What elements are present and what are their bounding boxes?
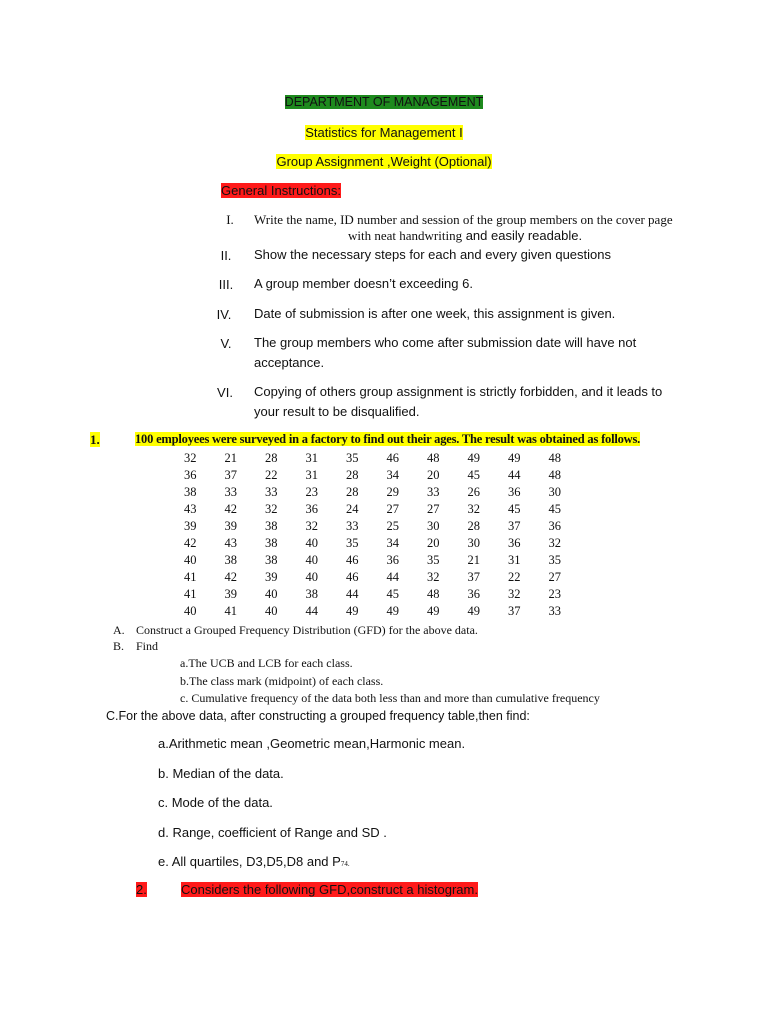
question-1-number: 1. — [90, 432, 100, 447]
instruction-1-line2: with neat handwriting and easily readable. — [348, 228, 583, 243]
age-cell: 35 — [346, 536, 359, 550]
part-b-label: B. — [113, 639, 125, 653]
age-cell: 46 — [346, 553, 359, 567]
ages-row — [170, 586, 575, 603]
age-cell: 44 — [305, 604, 318, 618]
age-cell: 41 — [184, 570, 197, 584]
age-cell: 24 — [346, 502, 359, 516]
age-cell: 33 — [224, 485, 237, 499]
assignment-heading-row — [0, 154, 768, 169]
age-cell: 42 — [184, 536, 197, 550]
age-cell: 22 — [265, 468, 278, 482]
age-cell: 21 — [224, 451, 237, 465]
age-cell: 49 — [386, 604, 399, 618]
age-cell: 31 — [305, 451, 318, 465]
age-cell: 43 — [224, 536, 237, 550]
part-c-item-c: c. Mode of the data. — [158, 795, 273, 810]
question-1-text-row — [135, 432, 640, 447]
age-cell: 45 — [386, 587, 399, 601]
age-cell: 27 — [386, 502, 399, 516]
age-cell: 45 — [548, 502, 561, 516]
age-cell: 36 — [305, 502, 318, 516]
age-cell: 44 — [386, 570, 399, 584]
age-cell: 41 — [184, 587, 197, 601]
part-c-item-a: a.Arithmetic mean ,Geometric mean,Harmonic mean. — [158, 736, 466, 751]
part-b-text: Find — [136, 639, 159, 653]
age-cell: 32 — [508, 587, 521, 601]
age-cell: 38 — [305, 587, 318, 601]
ages-row — [170, 603, 575, 620]
instruction-5-line1: The group members who come after submission date will have not — [254, 335, 637, 350]
question-2-number-row — [136, 882, 147, 897]
age-cell: 37 — [467, 570, 480, 584]
age-cell: 43 — [184, 502, 197, 516]
ages-row — [170, 484, 575, 501]
ages-row — [170, 569, 575, 586]
age-cell: 34 — [386, 536, 399, 550]
course-heading-row — [0, 125, 768, 140]
age-cell: 36 — [548, 519, 561, 533]
instruction-number: V. — [220, 336, 232, 351]
age-cell: 44 — [508, 468, 521, 482]
age-cell: 38 — [184, 485, 197, 499]
age-cell: 30 — [548, 485, 561, 499]
age-cell: 37 — [508, 604, 521, 618]
ages-row — [170, 552, 575, 569]
age-cell: 41 — [224, 604, 237, 618]
age-cell: 35 — [346, 451, 359, 465]
age-cell: 40 — [305, 536, 318, 550]
instruction-number: III. — [218, 277, 234, 292]
ages-row — [170, 467, 575, 484]
age-cell: 27 — [427, 502, 440, 516]
instruction-4: Date of submission is after one week, this assignment is given. — [254, 306, 616, 321]
age-cell: 44 — [346, 587, 359, 601]
age-cell: 23 — [305, 485, 318, 499]
instruction-number: I. — [226, 212, 234, 227]
age-cell: 49 — [346, 604, 359, 618]
age-cell: 35 — [427, 553, 440, 567]
question-1-number-row — [90, 432, 100, 448]
age-cell: 49 — [427, 604, 440, 618]
part-a-text: Construct a Grouped Frequency Distribution (GFD) for the above data. — [136, 623, 478, 637]
age-cell: 38 — [224, 553, 237, 567]
ages-row — [170, 501, 575, 518]
age-cell: 21 — [467, 553, 480, 567]
question-2-number: 2. — [136, 882, 147, 897]
ages-row — [170, 450, 575, 467]
instruction-6-line1: Copying of others group assignment is strictly forbidden, and it leads to — [254, 384, 663, 399]
age-cell: 40 — [265, 604, 278, 618]
instruction-number: IV. — [216, 307, 232, 322]
part-b-item-b: b.The class mark (midpoint) of each class. — [180, 674, 384, 688]
age-cell: 30 — [427, 519, 440, 533]
age-cell: 45 — [467, 468, 480, 482]
age-cell: 30 — [467, 536, 480, 550]
ages-row — [170, 535, 575, 552]
instructions-title-row — [221, 183, 341, 198]
age-cell: 28 — [346, 468, 359, 482]
age-cell: 34 — [386, 468, 399, 482]
age-cell: 39 — [265, 570, 278, 584]
age-cell: 31 — [508, 553, 521, 567]
age-cell: 42 — [224, 502, 237, 516]
assignment-heading: Group Assignment ,Weight (Optional) — [276, 154, 492, 169]
age-cell: 23 — [548, 587, 561, 601]
age-cell: 28 — [346, 485, 359, 499]
course-heading: Statistics for Management I — [305, 125, 463, 140]
age-cell: 39 — [224, 587, 237, 601]
age-cell: 49 — [467, 604, 480, 618]
age-cell: 28 — [467, 519, 480, 533]
age-cell: 40 — [184, 553, 197, 567]
age-cell: 48 — [548, 468, 561, 482]
instruction-number: VI. — [217, 385, 233, 400]
age-cell: 39 — [224, 519, 237, 533]
age-cell: 38 — [265, 536, 278, 550]
age-cell: 40 — [184, 604, 197, 618]
department-heading: DEPARTMENT OF MANAGEMENT — [284, 95, 484, 109]
age-cell: 36 — [184, 468, 197, 482]
age-cell: 32 — [305, 519, 318, 533]
age-cell: 48 — [427, 451, 440, 465]
age-cell: 36 — [386, 553, 399, 567]
instructions-title: General Instructions: — [221, 183, 341, 198]
question-2-text-row — [181, 882, 478, 897]
age-cell: 32 — [427, 570, 440, 584]
question-2-text: Considers the following GFD,construct a histogram. — [181, 882, 478, 897]
instruction-number: II. — [220, 248, 232, 263]
instruction-3: A group member doesn’t exceeding 6. — [254, 276, 473, 291]
age-cell: 27 — [548, 570, 561, 584]
age-cell: 33 — [346, 519, 359, 533]
age-cell: 46 — [386, 451, 399, 465]
ages-data-table — [170, 450, 575, 620]
age-cell: 28 — [265, 451, 278, 465]
age-cell: 46 — [346, 570, 359, 584]
instruction-5-line2: acceptance. — [254, 355, 325, 370]
age-cell: 26 — [467, 485, 480, 499]
instruction-6-line2: your result to be disqualified. — [254, 404, 420, 419]
age-cell: 32 — [184, 451, 197, 465]
age-cell: 36 — [508, 536, 521, 550]
age-cell: 32 — [467, 502, 480, 516]
age-cell: 40 — [265, 587, 278, 601]
age-cell: 37 — [508, 519, 521, 533]
age-cell: 49 — [467, 451, 480, 465]
age-cell: 48 — [548, 451, 561, 465]
age-cell: 33 — [265, 485, 278, 499]
instruction-2: Show the necessary steps for each and every given questions — [254, 247, 611, 262]
age-cell: 40 — [305, 570, 318, 584]
age-cell: 20 — [427, 536, 440, 550]
age-cell: 33 — [548, 604, 561, 618]
percentile-subscript: 74. — [340, 860, 350, 868]
age-cell: 48 — [427, 587, 440, 601]
age-cell: 36 — [508, 485, 521, 499]
age-cell: 31 — [305, 468, 318, 482]
part-a-label: A. — [113, 623, 125, 637]
age-cell: 38 — [265, 553, 278, 567]
age-cell: 33 — [427, 485, 440, 499]
age-cell: 36 — [467, 587, 480, 601]
age-cell: 40 — [305, 553, 318, 567]
part-c-text: C.For the above data, after constructing a grouped frequency table,then find: — [106, 709, 530, 723]
age-cell: 25 — [386, 519, 399, 533]
age-cell: 29 — [386, 485, 399, 499]
age-cell: 37 — [224, 468, 237, 482]
age-cell: 38 — [265, 519, 278, 533]
age-cell: 39 — [184, 519, 197, 533]
department-heading-row — [0, 95, 768, 109]
ages-row — [170, 518, 575, 535]
age-cell: 22 — [508, 570, 521, 584]
part-c-item-b: b. Median of the data. — [158, 766, 284, 781]
age-cell: 49 — [508, 451, 521, 465]
age-cell: 35 — [548, 553, 561, 567]
age-cell: 20 — [427, 468, 440, 482]
age-cell: 32 — [548, 536, 561, 550]
instruction-1-line1: Write the name, ID number and session of the group members on the cover page — [254, 212, 673, 227]
part-c-item-d: d. Range, coefficient of Range and SD . — [158, 825, 387, 840]
part-b-item-c: c. Cumulative frequency of the data both less than and more than cumulative frequency — [180, 691, 600, 705]
question-1-text: 100 employees were surveyed in a factory to find out their ages. The result was obtained as follows. — [135, 432, 641, 446]
part-c-item-e: e. All quartiles, D3,D5,D8 and P74. — [158, 854, 350, 869]
age-cell: 42 — [224, 570, 237, 584]
part-b-item-a: a.The UCB and LCB for each class. — [180, 656, 353, 670]
age-cell: 45 — [508, 502, 521, 516]
age-cell: 32 — [265, 502, 278, 516]
